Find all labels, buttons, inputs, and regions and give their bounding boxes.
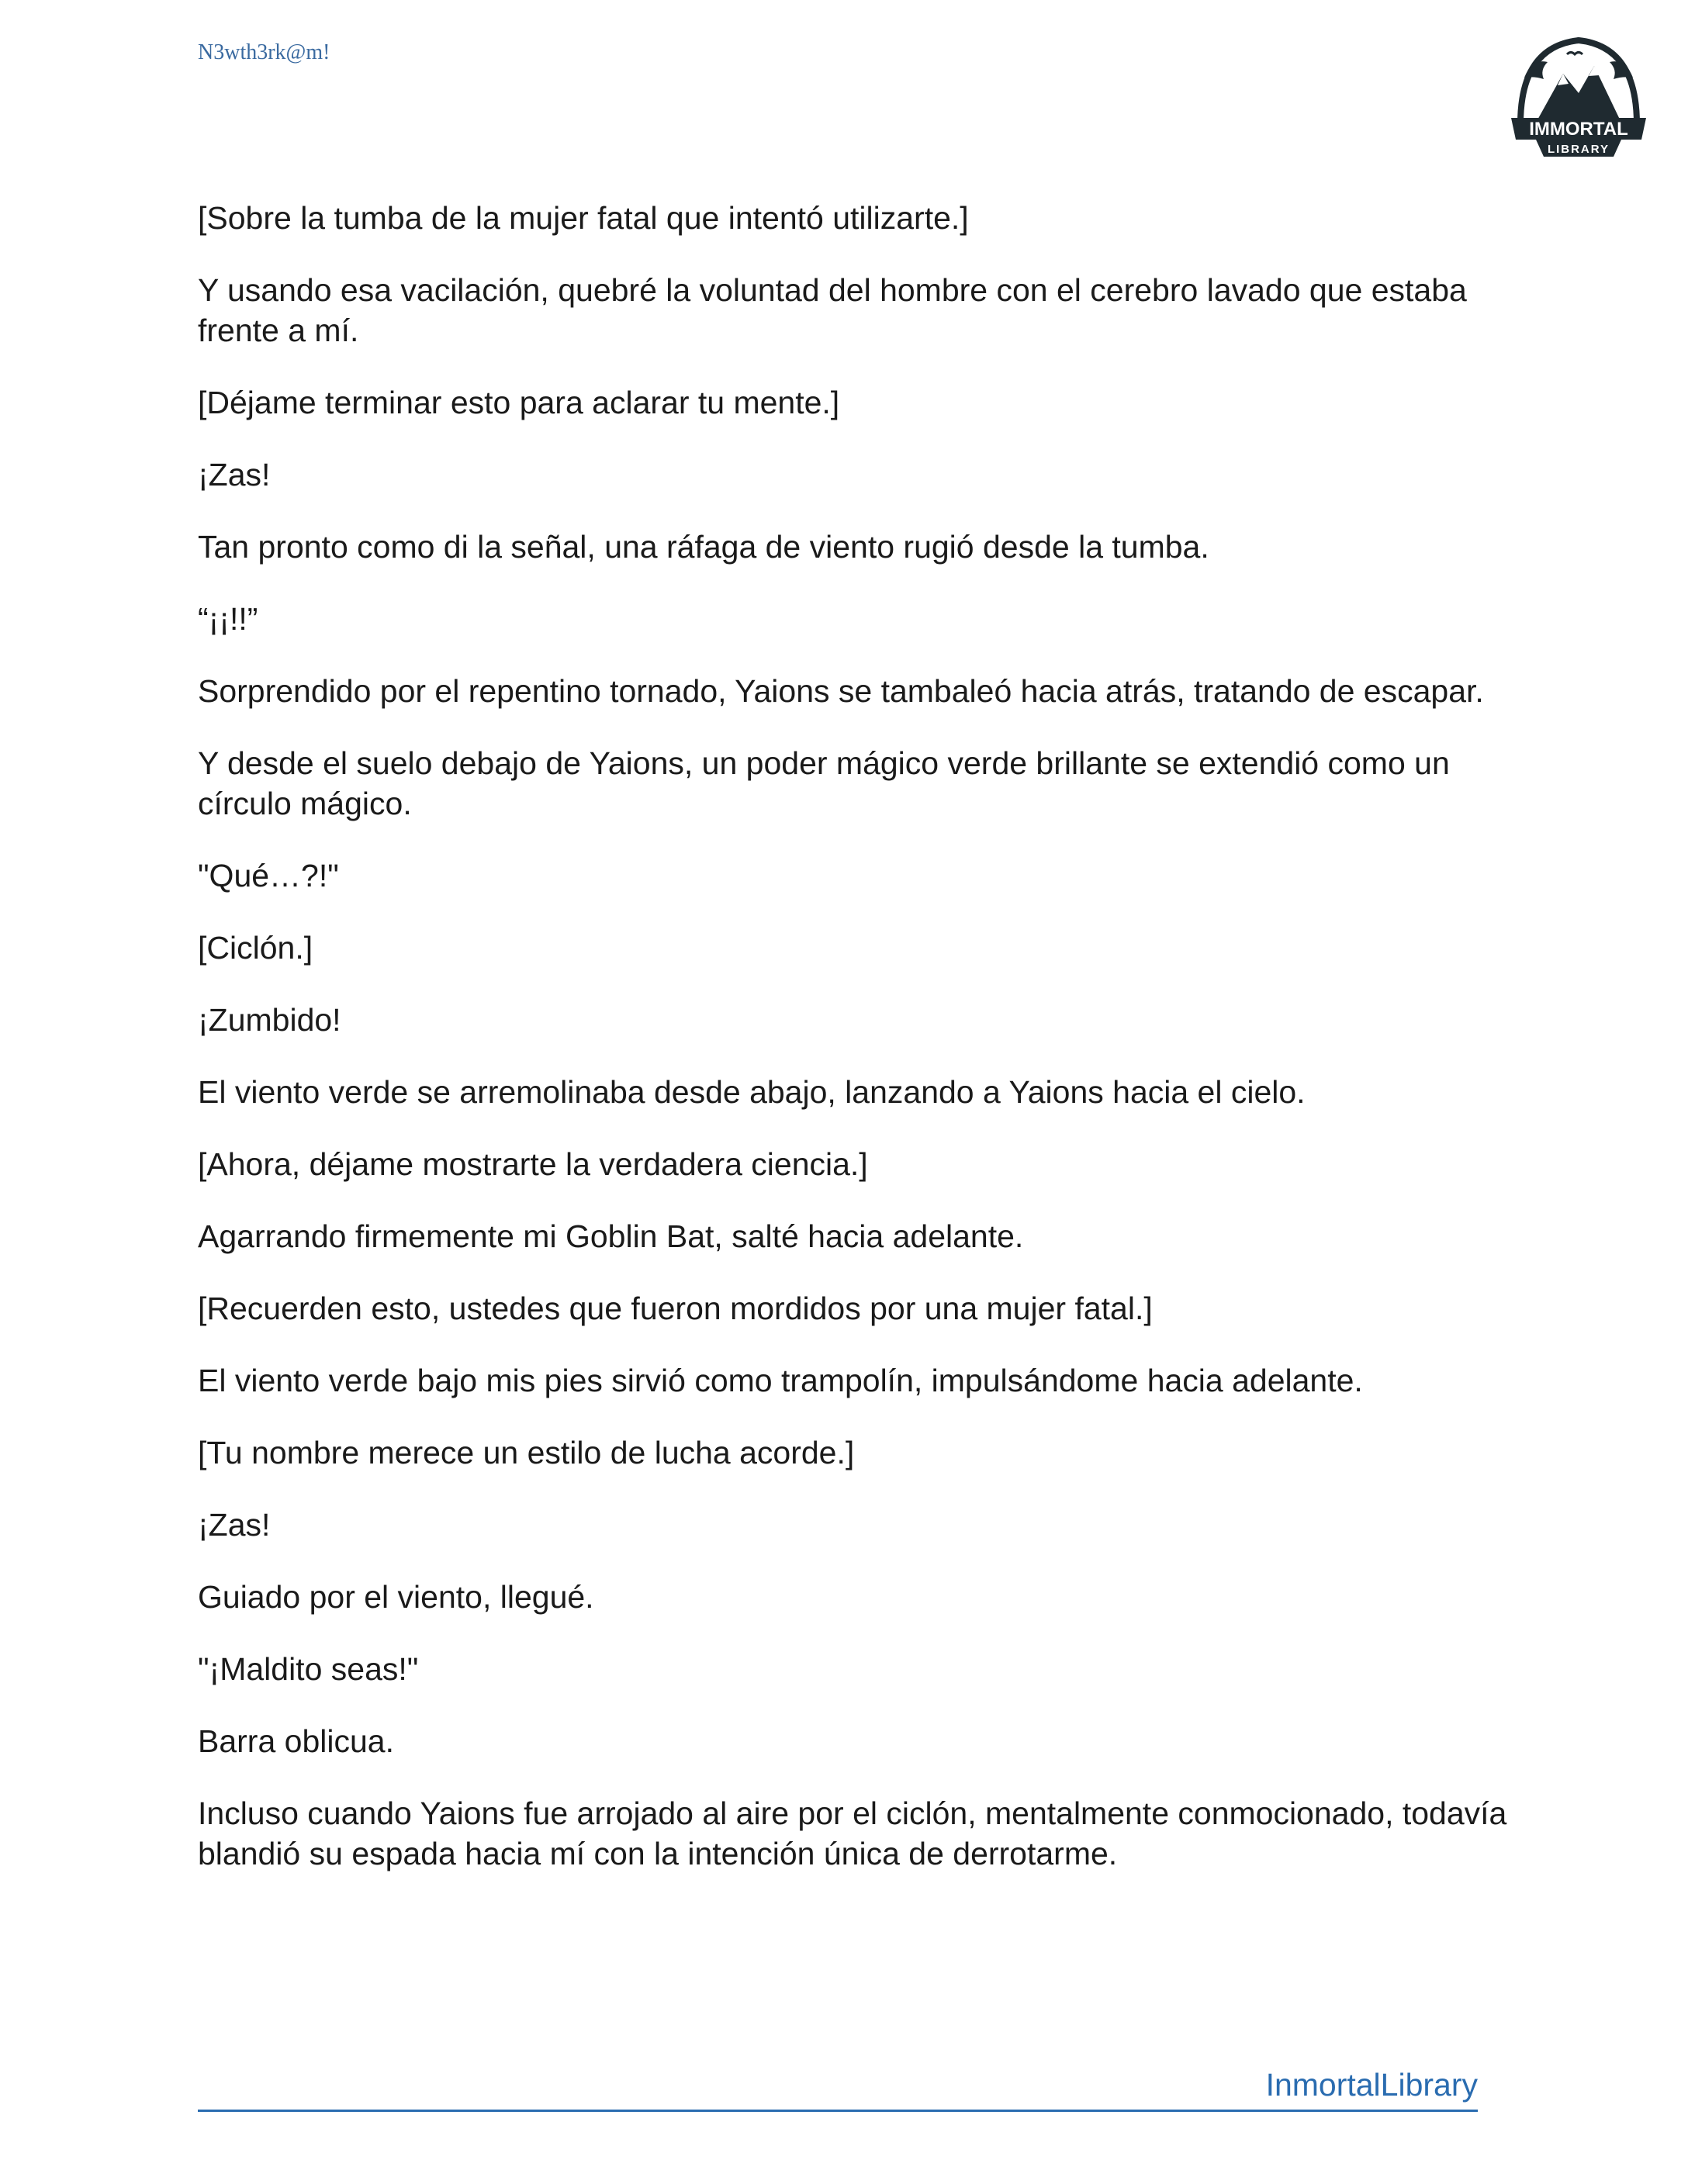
paragraph: [Déjame terminar esto para aclarar tu mente.]: [198, 385, 840, 420]
paragraph: "Qué…?!": [198, 858, 339, 893]
footer-link-inmortal-library[interactable]: InmortalLibrary: [1265, 2067, 1478, 2103]
paragraph: Sorprendido por el repentino tornado, Yaions se tambaleó hacia atrás, tratando de escapar.: [198, 673, 1484, 709]
paragraph: Barra oblicua.: [198, 1723, 394, 1759]
paragraph: Y desde el suelo debajo de Yaions, un poder mágico verde brillante se extendió como un círculo mágico.: [198, 745, 1450, 821]
paragraph: [Ahora, déjame mostrarte la verdadera ciencia.]: [198, 1146, 868, 1182]
paragraph: ¡Zas!: [198, 457, 271, 492]
svg-text:LIBRARY: LIBRARY: [1547, 143, 1610, 156]
paragraph: Tan pronto como di la señal, una ráfaga de viento rugió desde la tumba.: [198, 529, 1209, 565]
paragraph: [Ciclón.]: [198, 930, 313, 966]
paragraph: El viento verde se arremolinaba desde abajo, lanzando a Yaions hacia el cielo.: [198, 1074, 1306, 1110]
paragraph: El viento verde bajo mis pies sirvió como trampolín, impulsándome hacia adelante.: [198, 1363, 1363, 1398]
paragraph: Guiado por el viento, llegué.: [198, 1579, 594, 1615]
paragraph: Y usando esa vacilación, quebré la voluntad del hombre con el cerebro lavado que estaba frente a mí.: [198, 272, 1467, 348]
paragraph: ¡Zumbido!: [198, 1002, 341, 1038]
paragraph: "¡Maldito seas!": [198, 1651, 419, 1687]
paragraph: [Recuerden esto, ustedes que fueron mordidos por una mujer fatal.]: [198, 1291, 1153, 1326]
header-tag: N3wth3rk@m!: [198, 40, 330, 64]
paragraph: ¡Zas!: [198, 1507, 271, 1543]
paragraph: Agarrando firmemente mi Goblin Bat, salté hacia adelante.: [198, 1218, 1024, 1254]
footer: [198, 2063, 1478, 2112]
paragraph: Incluso cuando Yaions fue arrojado al aire por el ciclón, mentalmente conmocionado, todavía blandió su espada hacia mí con la intención única de derrotarme.: [198, 1795, 1507, 1871]
paragraph: [Tu nombre merece un estilo de lucha acorde.]: [198, 1435, 855, 1470]
immortal-library-logo: [1505, 31, 1652, 163]
paragraph: “¡¡!!”: [198, 601, 258, 637]
chapter-text: [198, 198, 1517, 1906]
svg-text:IMMORTAL: IMMORTAL: [1529, 119, 1628, 140]
paragraph: [Sobre la tumba de la mujer fatal que intentó utilizarte.]: [198, 200, 969, 236]
